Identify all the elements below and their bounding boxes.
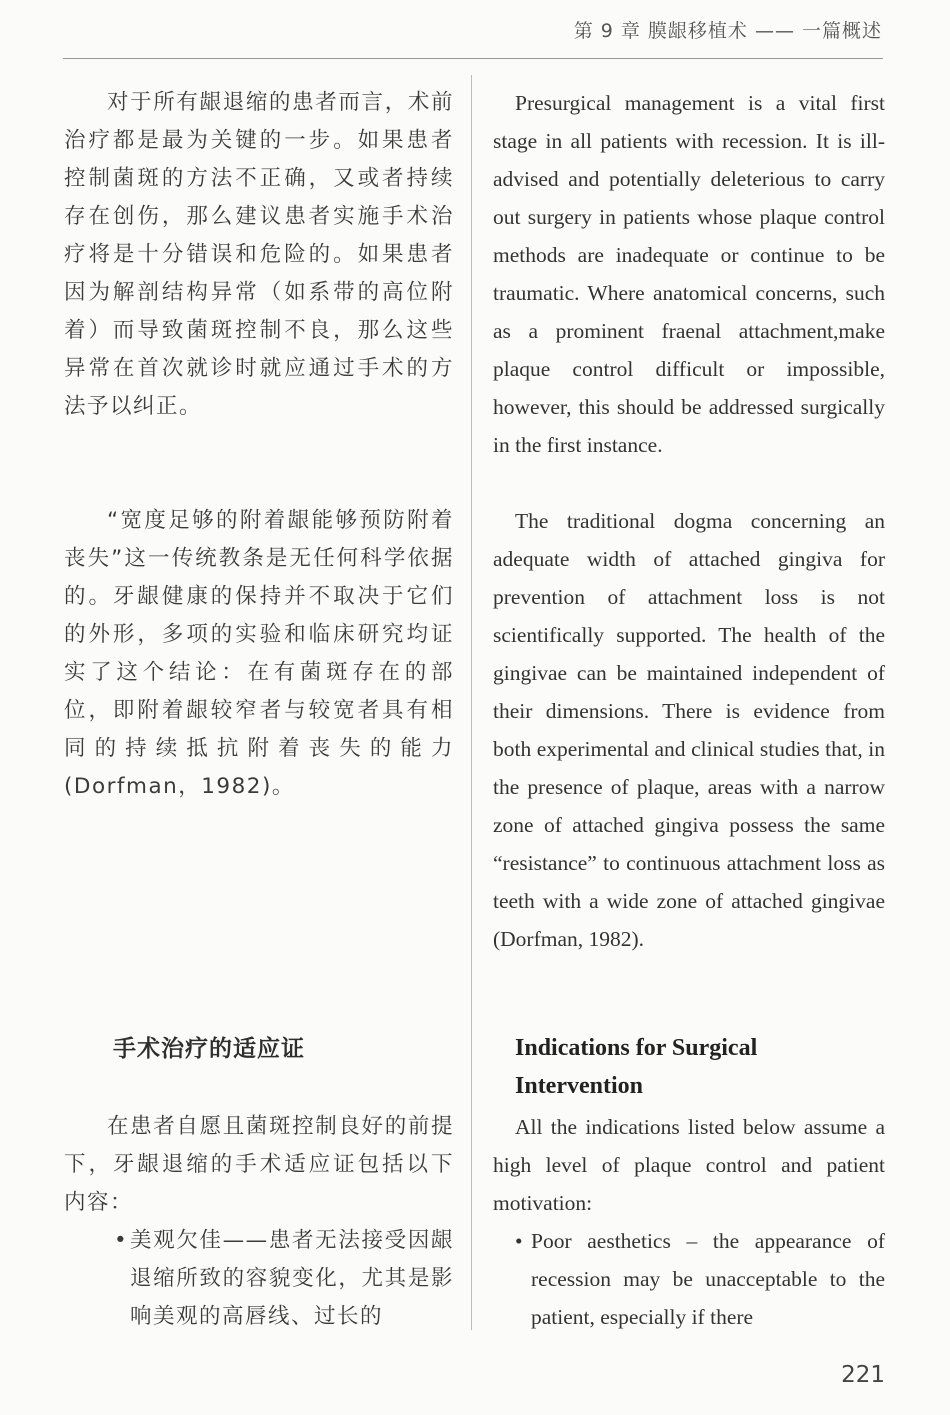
column-divider xyxy=(471,75,472,1330)
zh-paragraph-1-block xyxy=(64,84,454,426)
zh-paragraph-2: “宽度足够的附着龈能够预防附着丧失”这一传统教条是无任何科学依据的。牙龈健康的保持并不取决于它们的外形，多项的实验和临床研究均证实了这个结论：在有菌斑存在的部位，即附着龈较窄者与较宽者具有相同的持续抵抗附着丧失的能力(Dorfman，1982)。 xyxy=(64,508,454,799)
zh-paragraph-1: 对于所有龈退缩的患者而言，术前治疗都是最为关键的一步。如果患者控制菌斑的方法不正确，又或者持续存在创伤，那么建议患者实施手术治疗将是十分错误和危险的。如果患者因为解剖结构异常（如系带的高位附着）而导致菌斑控制不良，那么这些异常在首次就诊时就应通过手术的方法予以纠正。 xyxy=(64,90,454,419)
en-paragraph-3: All the indications listed below assume a high level of plaque control and patient motivation: xyxy=(493,1115,885,1215)
en-section-heading: Indications for Surgical Intervention xyxy=(515,1035,758,1099)
page-number: 221 xyxy=(841,1362,885,1388)
en-bullet-item xyxy=(493,1222,885,1336)
en-paragraph-1-block xyxy=(493,84,885,464)
zh-paragraph-2-block xyxy=(64,502,454,806)
zh-bullet-item xyxy=(64,1222,454,1336)
en-paragraph-3-block xyxy=(493,1108,885,1336)
en-paragraph-2-block xyxy=(493,502,885,958)
bullet-icon: • xyxy=(515,1229,523,1253)
running-header xyxy=(0,0,950,60)
header-rule xyxy=(63,58,883,59)
en-paragraph-2: The traditional dogma concerning an adequate width of attached gingiva for prevention of attachment loss is not scientifically supported. The health of the gingivae can be maintained independent of their dimensions. There is evidence from both experimental and clinical studies that, in the presence of plaque, areas with a narrow zone of attached gingiva possess the same “resistance” to continuous attachment loss as teeth with a wide zone of attached gingivae (Dorfman, 1982). xyxy=(493,509,885,951)
running-title: 第 9 章 膜龈移植术 —— 一篇概述 xyxy=(573,20,882,42)
zh-section-heading: 手术治疗的适应证 xyxy=(113,1036,305,1062)
zh-paragraph-3: 在患者自愿且菌斑控制良好的前提下，牙龈退缩的手术适应证包括以下内容： xyxy=(64,1114,454,1215)
bullet-icon: • xyxy=(114,1228,129,1253)
zh-bullet-text: 美观欠佳——患者无法接受因龈退缩所致的容貌变化，尤其是影响美观的高唇线、过长的 xyxy=(130,1228,454,1329)
en-bullet-text: Poor aesthetics – the appearance of recession may be unacceptable to the patient, especially if there xyxy=(531,1229,885,1329)
en-paragraph-1: Presurgical management is a vital first stage in all patients with recession. It is ill-advised and potentially deleterious to carry out surgery in patients whose plaque control methods are inadequate or continue to be traumatic. Where anatomical concerns, such as a prominent fraenal attachment,make plaque control difficult or impossible, however, this should be addressed surgically in the first instance. xyxy=(493,91,885,457)
zh-paragraph-3-block xyxy=(64,1108,454,1336)
